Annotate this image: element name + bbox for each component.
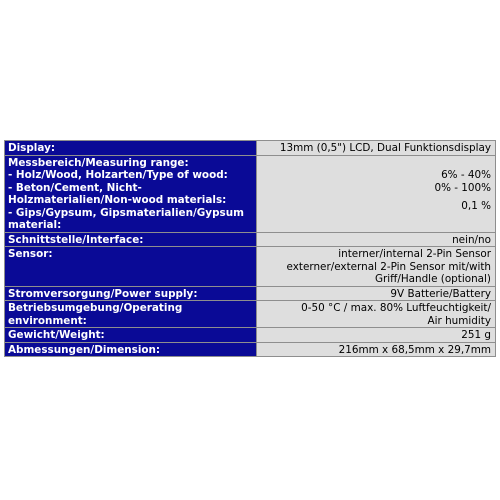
spec-label [5,301,257,328]
spec-label [5,286,257,301]
spec-row-operating-environment [5,301,496,328]
spec-value [257,286,496,301]
label-line: Holzmaterialien/Non-wood materials: [8,194,227,206]
value-line: 9V Batterie/Battery [390,287,491,300]
spec-row-power-supply [5,286,496,301]
value-line: 0-50 °C / max. 80% Luftfeuchtigkeit/ [301,302,491,314]
label-line: material: [8,219,62,231]
label-line: - Beton/Cement, Nicht- [8,181,142,194]
label-line: - Gips/Gypsum, Gipsmaterialien/Gypsum [8,206,244,219]
value-line: Griff/Handle (optional) [374,273,491,285]
spec-value [257,301,496,328]
value-line: Air humidity [427,314,491,327]
label-line: Abmessungen/Dimension: [8,343,161,356]
spec-label [5,141,257,156]
value-line: externer/external 2-Pin Sensor mit/with [286,260,491,273]
value-line: interner/internal 2-Pin Sensor [338,248,491,260]
value-line: 13mm (0,5") LCD, Dual Funktionsdisplay [279,142,491,154]
spec-row-measuring-range [5,155,496,232]
spec-value [257,141,496,156]
spec-value [257,155,496,232]
spec-row-interface [5,232,496,247]
value-line: nein/no [452,233,491,246]
label-line: environment: [8,314,87,327]
value-line: 0,1 % [461,200,491,212]
label-line: Messbereich/Measuring range: [8,156,189,169]
label-line: Stromversorgung/Power supply: [8,287,198,300]
spec-table [4,140,496,357]
label-line: Sensor: [8,248,53,260]
spec-label [5,342,257,357]
spec-label [5,155,257,232]
spec-value [257,342,496,357]
label-line: - Holz/Wood, Holzarten/Type of wood: [8,169,228,181]
spec-row-dimension [5,342,496,357]
spec-row-weight [5,328,496,343]
spec-value [257,247,496,287]
value-line: 251 g [461,329,491,341]
spec-row-sensor [5,247,496,287]
spec-value [257,232,496,247]
label-line: Gewicht/Weight: [8,329,105,341]
spec-row-display [5,141,496,156]
value-line: 0% - 100% [434,181,491,194]
spec-label [5,232,257,247]
value-line: 216mm x 68,5mm x 29,7mm [338,343,491,356]
label-line: Betriebsumgebung/Operating [8,302,183,314]
spec-label [5,247,257,287]
value-line: 6% - 40% [441,169,491,181]
spec-value [257,328,496,343]
value-line [260,157,491,170]
spec-label [5,328,257,343]
label-line: Display: [8,142,55,154]
label-line: Schnittstelle/Interface: [8,233,144,246]
